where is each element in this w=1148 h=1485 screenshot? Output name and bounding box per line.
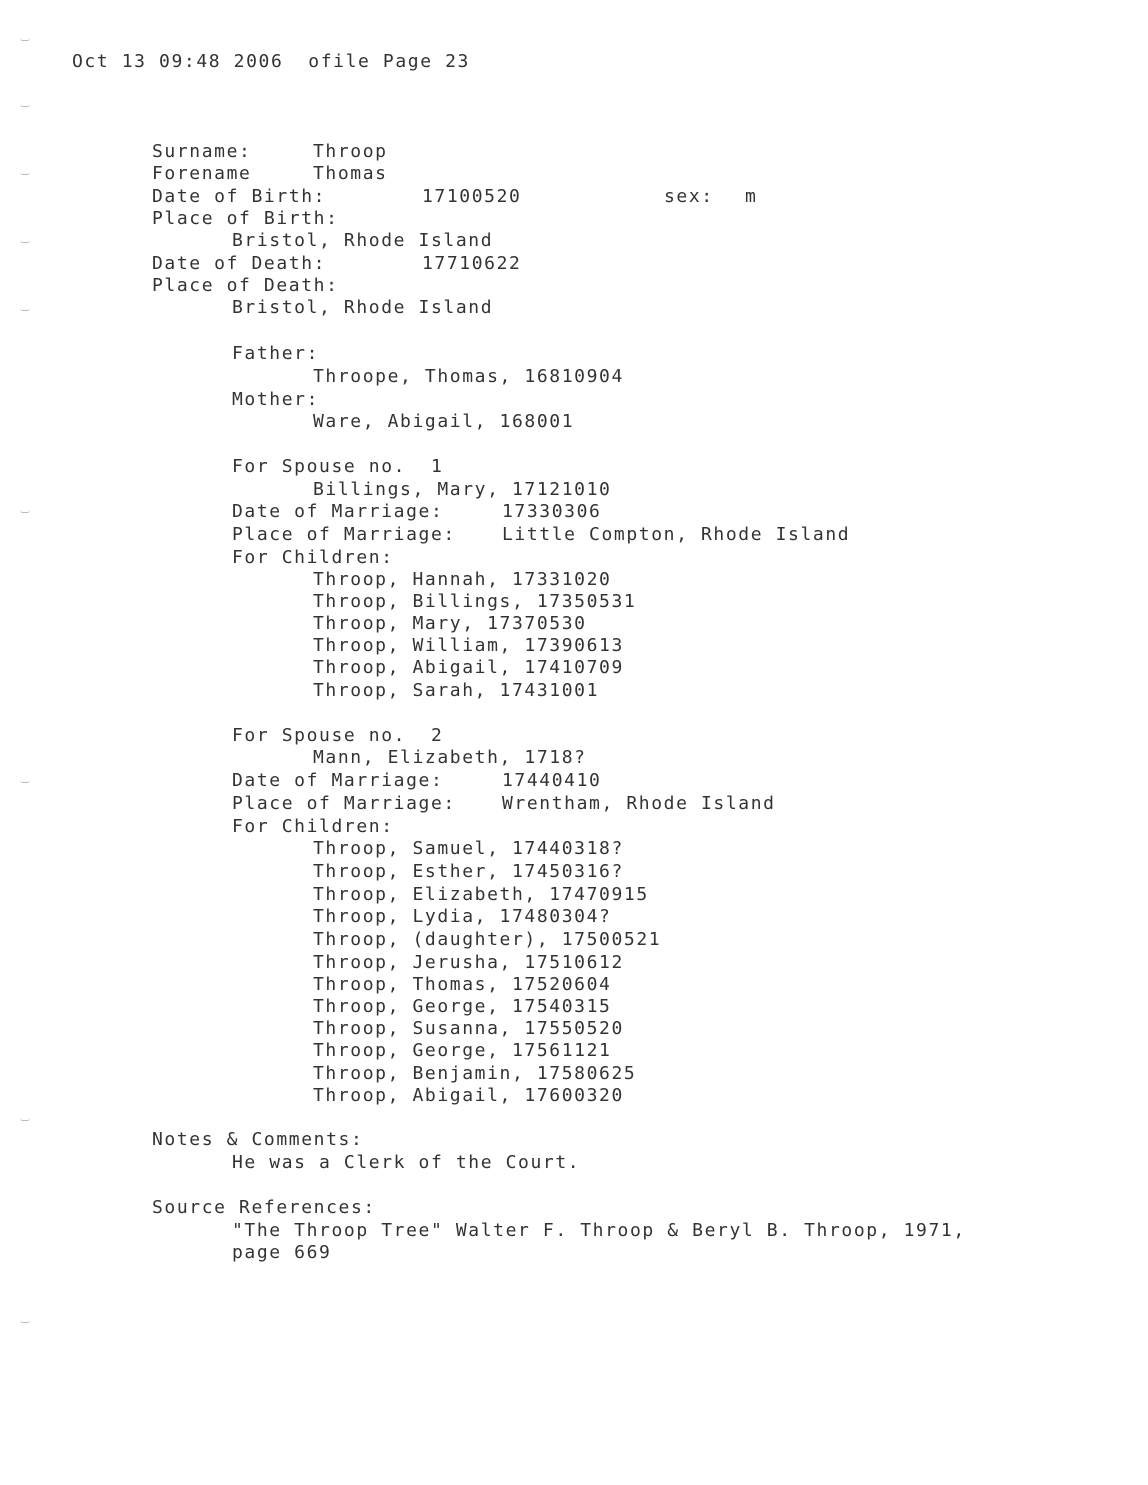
spouse1-label: For Spouse no. 1 [232, 456, 444, 477]
birth-date-value: 17100520 [422, 186, 522, 207]
list-item: Throop, Mary, 17370530 [313, 613, 587, 634]
surname-label: Surname: [152, 141, 252, 162]
birth-date-label: Date of Birth: [152, 186, 327, 207]
notes-label: Notes & Comments: [152, 1129, 364, 1150]
forename-value: Thomas [313, 163, 388, 184]
sources-line-1: "The Throop Tree" Walter F. Throop & Beryl B. Throop, 1971, [232, 1220, 966, 1241]
list-item: Throop, Billings, 17350531 [313, 591, 637, 612]
margin-mark [20, 38, 30, 41]
list-item: Throop, Sarah, 17431001 [313, 680, 600, 701]
margin-mark [20, 780, 30, 783]
birth-place-label: Place of Birth: [152, 208, 339, 229]
father-label: Father: [232, 343, 320, 364]
margin-mark [20, 1320, 30, 1323]
spouse1-marriage-date-label: Date of Marriage: [232, 501, 444, 522]
spouse2-marriage-date-label: Date of Marriage: [232, 770, 444, 791]
margin-mark [20, 240, 30, 243]
spouse2-children-label: For Children: [232, 816, 394, 837]
death-date-label: Date of Death: [152, 253, 327, 274]
list-item: Throop, Abigail, 17410709 [313, 657, 624, 678]
sex-value: m [745, 186, 758, 207]
list-item: Throop, William, 17390613 [313, 635, 624, 656]
sex-label: sex: [664, 186, 714, 207]
spouse1-children-label: For Children: [232, 547, 394, 568]
margin-mark [20, 1118, 30, 1121]
spouse1-marriage-place-label: Place of Marriage: [232, 524, 456, 545]
list-item: Throop, (daughter), 17500521 [313, 929, 662, 950]
father-value: Throope, Thomas, 16810904 [313, 366, 624, 387]
list-item: Throop, Hannah, 17331020 [313, 569, 612, 590]
death-date-value: 17710622 [422, 253, 522, 274]
spouse2-label: For Spouse no. 2 [232, 725, 444, 746]
list-item: Throop, Esther, 17450316? [313, 861, 624, 882]
spouse1-marriage-date: 17330306 [502, 501, 602, 522]
list-item: Throop, Lydia, 17480304? [313, 906, 612, 927]
margin-mark [20, 510, 30, 513]
list-item: Throop, Elizabeth, 17470915 [313, 884, 649, 905]
list-item: Throop, Susanna, 17550520 [313, 1018, 624, 1039]
list-item: Throop, Samuel, 17440318? [313, 838, 624, 859]
spouse2-name: Mann, Elizabeth, 1718? [313, 747, 587, 768]
spouse1-marriage-place: Little Compton, Rhode Island [502, 524, 851, 545]
birth-place-value: Bristol, Rhode Island [232, 230, 494, 251]
list-item: Throop, Thomas, 17520604 [313, 974, 612, 995]
list-item: Throop, Benjamin, 17580625 [313, 1063, 637, 1084]
page-header: Oct 13 09:48 2006 ofile Page 23 [72, 51, 470, 72]
notes-text: He was a Clerk of the Court. [232, 1152, 581, 1173]
margin-mark [20, 172, 30, 175]
spouse2-marriage-date: 17440410 [502, 770, 602, 791]
mother-value: Ware, Abigail, 168001 [313, 411, 575, 432]
sources-line-2: page 669 [232, 1242, 332, 1263]
list-item: Throop, George, 17561121 [313, 1040, 612, 1061]
list-item: Throop, George, 17540315 [313, 996, 612, 1017]
mother-label: Mother: [232, 389, 320, 410]
forename-label: Forename [152, 163, 252, 184]
spouse2-marriage-place: Wrentham, Rhode Island [502, 793, 776, 814]
sources-label: Source References: [152, 1197, 376, 1218]
margin-mark [20, 104, 30, 107]
spouse2-marriage-place-label: Place of Marriage: [232, 793, 456, 814]
surname-value: Throop [313, 141, 388, 162]
list-item: Throop, Jerusha, 17510612 [313, 952, 624, 973]
death-place-value: Bristol, Rhode Island [232, 297, 494, 318]
spouse1-name: Billings, Mary, 17121010 [313, 479, 612, 500]
margin-mark [20, 308, 30, 311]
death-place-label: Place of Death: [152, 275, 339, 296]
list-item: Throop, Abigail, 17600320 [313, 1085, 624, 1106]
